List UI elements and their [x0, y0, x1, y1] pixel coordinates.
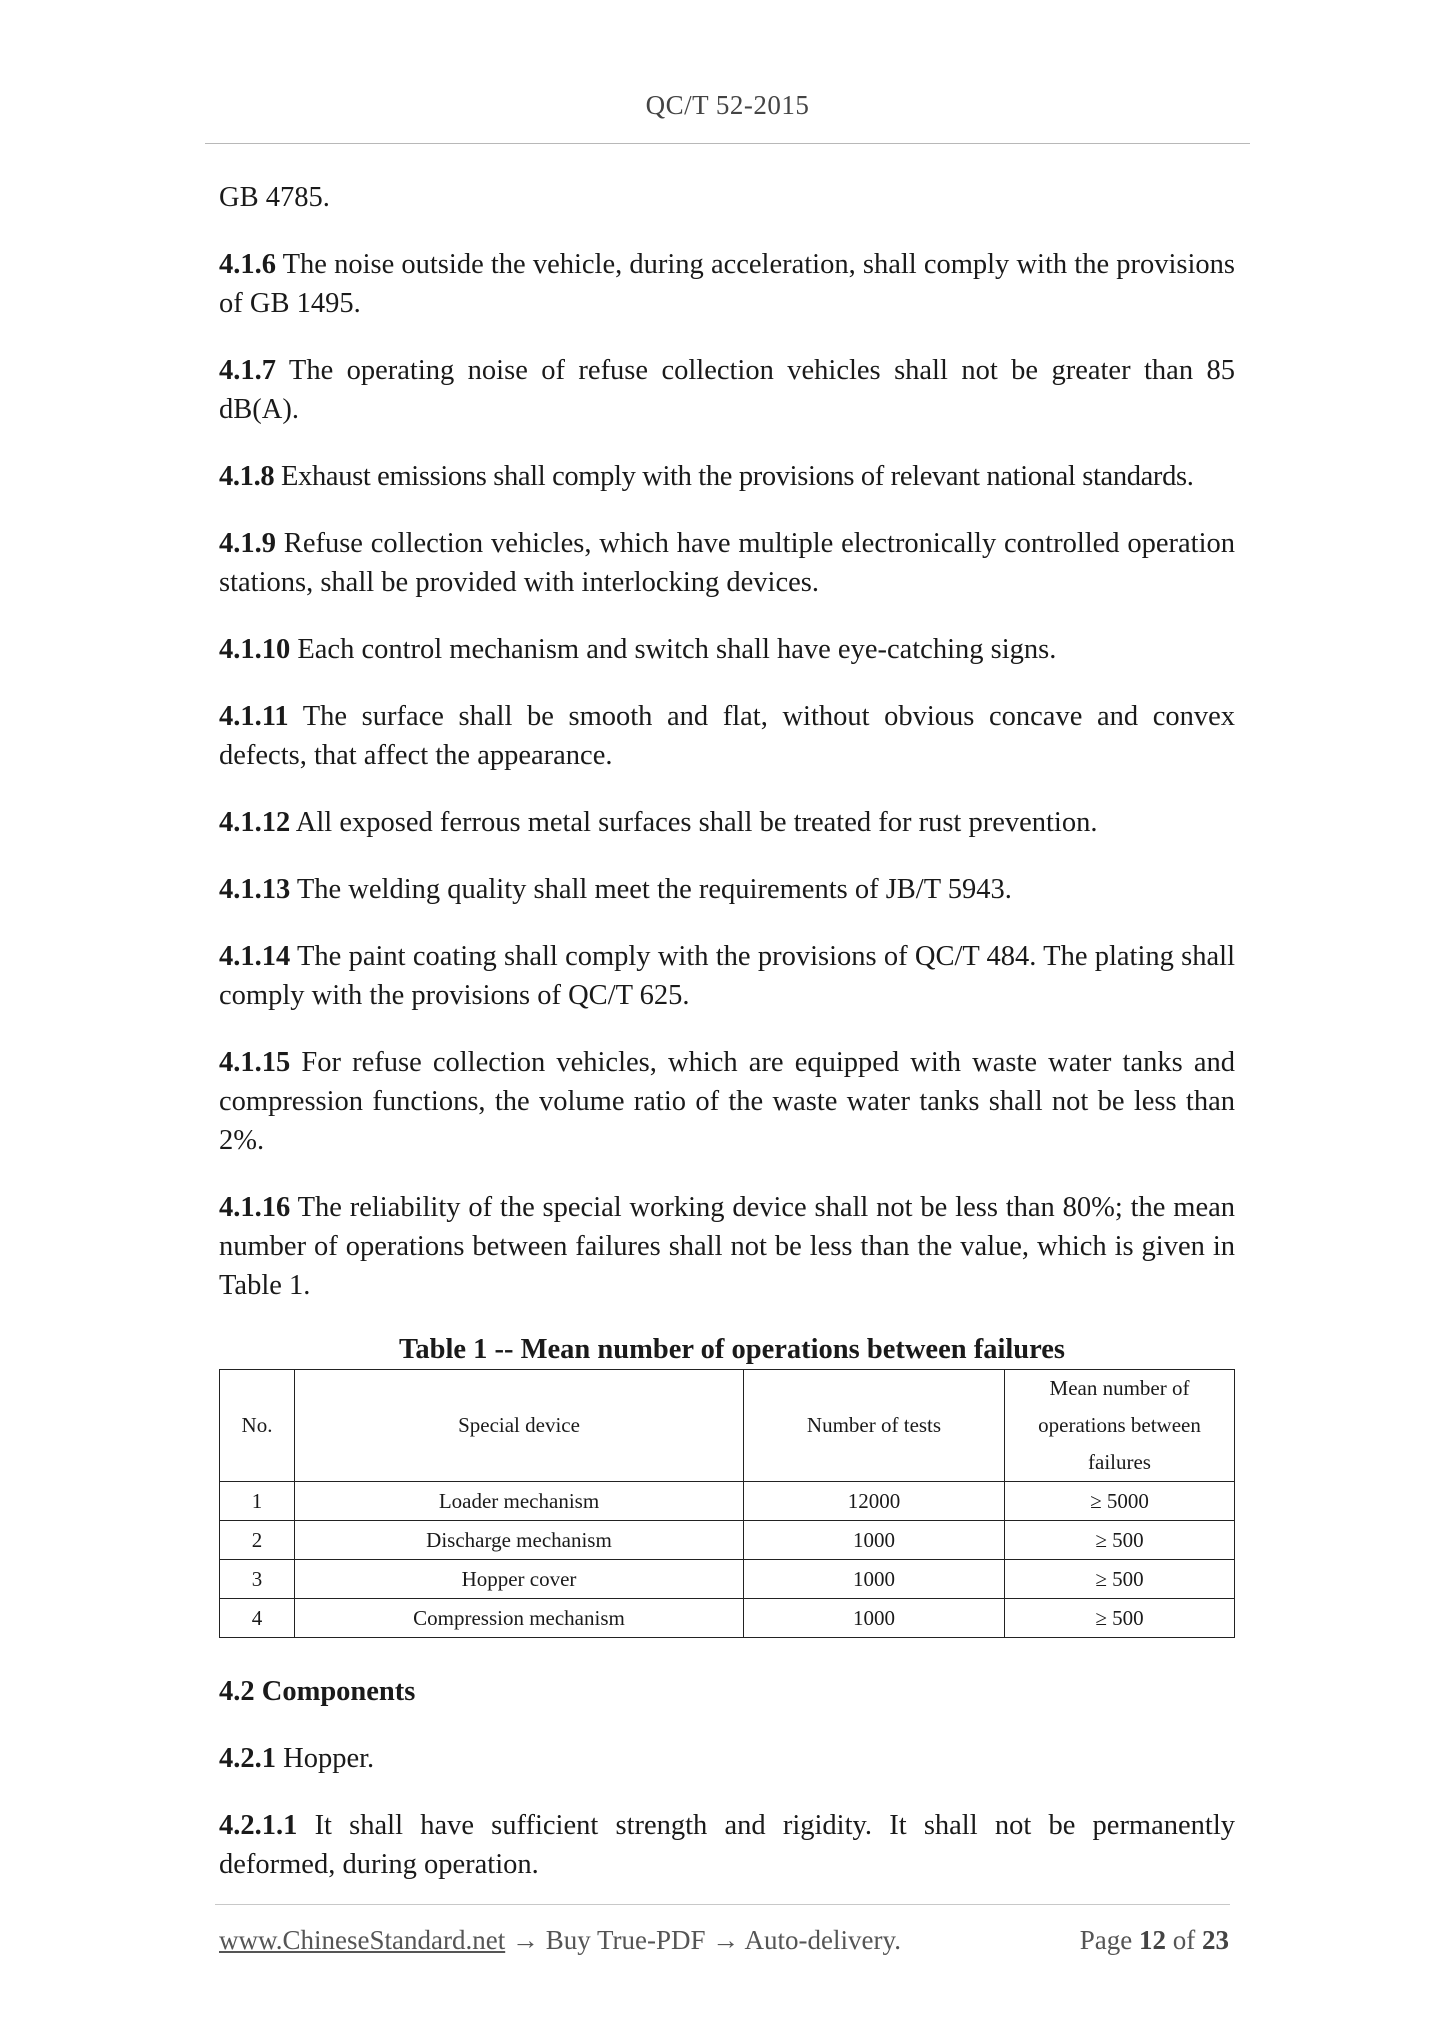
buy-true-pdf-text: Buy True-PDF [538, 1925, 713, 1955]
clause-number: 4.1.11 [219, 701, 289, 732]
table-row [220, 1560, 1235, 1599]
document-body [219, 178, 1235, 1912]
table-title: Table 1 -- Mean number of operations between failures [398, 1334, 1066, 1365]
clause-text: The reliability of the special working device shall not be less than 80%; the mean number of operations between failures shall not be less than the value, which is given in Table 1. [219, 1192, 1235, 1301]
table-row [220, 1521, 1235, 1560]
clause-number: 4.1.6 [219, 249, 276, 280]
clause-4-2-1-1 [219, 1806, 1235, 1884]
clause-number: 4.1.16 [219, 1192, 291, 1223]
clause-4-1-10 [219, 630, 1235, 669]
section-heading-components: 4.2 Components [219, 1676, 416, 1707]
cell-mean: ≥ 500 [1005, 1521, 1235, 1560]
clause-text: Exhaust emissions shall comply with the provisions of relevant national standards. [274, 461, 1194, 492]
clause-number: 4.1.8 [219, 461, 275, 492]
clause-text: The operating noise of refuse collection vehicles shall not be greater than 85 dB(A). [219, 355, 1235, 425]
header-divider [205, 143, 1250, 144]
clause-text: Hopper. [276, 1743, 375, 1774]
clause-text: The welding quality shall meet the requirements of JB/T 5943. [290, 874, 1012, 905]
page-number [1080, 1925, 1229, 1956]
clause-4-1-12 [219, 803, 1235, 842]
cell-tests: 1000 [744, 1560, 1005, 1599]
cell-mean: ≥ 5000 [1005, 1482, 1235, 1521]
intro-text: GB 4785. [219, 182, 330, 213]
clause-text: It shall have sufficient strength and rigidity. It shall not be permanently deformed, during operation. [219, 1810, 1235, 1880]
website-link[interactable]: www.ChineseStandard.net [219, 1925, 506, 1955]
clause-4-1-16 [219, 1188, 1235, 1305]
clause-4-2-1 [219, 1739, 1235, 1778]
footer-promo [219, 1925, 901, 1956]
clause-text: Refuse collection vehicles, which have multiple electronically controlled operation stations, shall be provided with interlocking devices. [219, 528, 1235, 598]
header-number-of-tests: Number of tests [744, 1370, 1005, 1482]
clause-number: 4.1.13 [219, 874, 291, 905]
cell-no: 2 [220, 1521, 295, 1560]
clause-text: The paint coating shall comply with the provisions of QC/T 484. The plating shall comply with the provisions of QC/T 625. [219, 941, 1235, 1011]
clause-text: Each control mechanism and switch shall have eye-catching signs. [290, 634, 1057, 665]
page-total: 23 [1202, 1925, 1229, 1955]
cell-device: Loader mechanism [295, 1482, 744, 1521]
page-of: of [1172, 1925, 1196, 1955]
header-mean-operations: Mean number of operations between failures [1005, 1370, 1235, 1482]
table-row [220, 1482, 1235, 1521]
clause-text: All exposed ferrous metal surfaces shall be treated for rust prevention. [290, 807, 1098, 838]
page-label: Page [1079, 1925, 1133, 1955]
page-header-title: QC/T 52-2015 [645, 90, 810, 120]
failures-table [219, 1369, 1235, 1638]
table-row [220, 1599, 1235, 1638]
clause-number: 4.1.14 [219, 941, 291, 972]
cell-no: 4 [220, 1599, 295, 1638]
clause-4-1-6 [219, 245, 1235, 323]
clause-number: 4.1.10 [219, 634, 291, 665]
cell-tests: 1000 [744, 1599, 1005, 1638]
clause-number: 4.2.1.1 [219, 1810, 298, 1841]
cell-no: 1 [220, 1482, 295, 1521]
cell-mean: ≥ 500 [1005, 1599, 1235, 1638]
cell-device: Compression mechanism [295, 1599, 744, 1638]
cell-device: Discharge mechanism [295, 1521, 744, 1560]
cell-mean: ≥ 500 [1005, 1560, 1235, 1599]
header-no: No. [220, 1370, 295, 1482]
clause-text: The noise outside the vehicle, during acceleration, shall comply with the provisions of GB 1495. [219, 249, 1235, 319]
clause-number: 4.1.9 [219, 528, 276, 559]
cell-tests: 12000 [744, 1482, 1005, 1521]
clause-4-1-9 [219, 524, 1235, 602]
clause-4-1-7 [219, 351, 1235, 429]
clause-number: 4.1.7 [219, 355, 276, 386]
clause-4-1-15 [219, 1043, 1235, 1160]
auto-delivery-text: Auto-delivery. [739, 1925, 901, 1955]
clause-text: For refuse collection vehicles, which are equipped with waste water tanks and compression functions, the volume ratio of the waste water tanks shall not be less than 2%. [219, 1047, 1235, 1156]
clause-4-1-13 [219, 870, 1235, 909]
cell-device: Hopper cover [295, 1560, 744, 1599]
clause-4-1-11 [219, 697, 1235, 775]
clause-text: The surface shall be smooth and flat, without obvious concave and convex defects, that affect the appearance. [219, 701, 1235, 771]
header-special-device: Special device [295, 1370, 744, 1482]
arrow-right-icon: → [712, 1925, 740, 1955]
clause-number: 4.1.12 [219, 807, 291, 838]
page-current: 12 [1139, 1925, 1166, 1955]
cell-tests: 1000 [744, 1521, 1005, 1560]
footer-divider [215, 1904, 1230, 1905]
arrow-right-icon: → [511, 1925, 539, 1955]
clause-4-1-14 [219, 937, 1235, 1015]
clause-4-1-8 [219, 457, 1235, 496]
clause-number: 4.2.1 [219, 1743, 276, 1774]
clause-number: 4.1.15 [219, 1047, 291, 1078]
table-header-row [220, 1370, 1235, 1482]
cell-no: 3 [220, 1560, 295, 1599]
